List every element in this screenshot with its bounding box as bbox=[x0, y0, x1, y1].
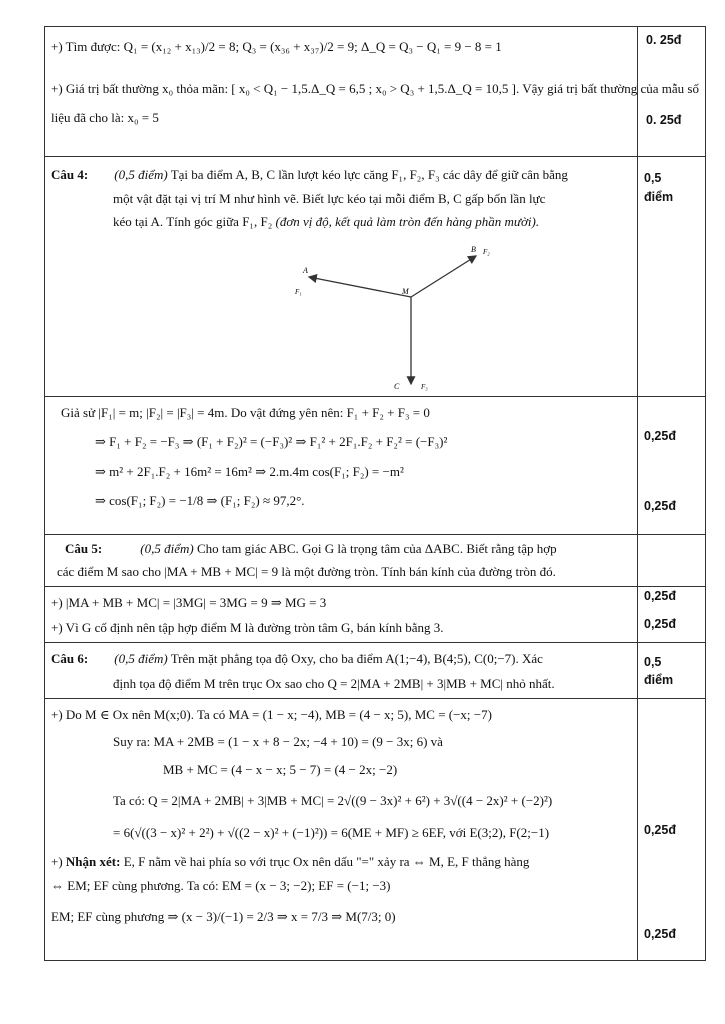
solution-line: +) Vì G cố định nên tập hợp điểm M là đường tròn tâm G, bán kính bằng 3. bbox=[51, 620, 444, 635]
points-label: 0,25đ bbox=[644, 616, 676, 631]
question-label: Câu 4: bbox=[51, 167, 89, 182]
vector-label-f1: F₁ bbox=[295, 287, 302, 296]
question-text: định tọa độ điểm M trên trục Ox sao cho Q = 2|MA + 2MB| + 3|MB + MC| nhỏ nhất. bbox=[113, 676, 555, 691]
question-points-note: (0,5 điểm) bbox=[140, 540, 194, 556]
row-solution-5 bbox=[45, 586, 706, 642]
question-label: Câu 5: bbox=[65, 540, 103, 556]
vector-label-f2: F₂ bbox=[483, 247, 490, 256]
row-question-6 bbox=[45, 642, 706, 698]
points-label: 0,25đ bbox=[644, 428, 676, 443]
row-question-5 bbox=[45, 534, 706, 586]
solution-line: = 6(√((3 − x)² + 2²) + √((2 − x)² + (−1)²)) = 6(ME + MF) ≥ 6EF, với E(3;2), F(2;−1) bbox=[113, 824, 550, 840]
row-solution-6 bbox=[45, 698, 706, 960]
points-label: 0,5 điểm bbox=[644, 654, 674, 688]
force-diagram bbox=[281, 242, 581, 392]
points-cell bbox=[638, 27, 706, 157]
point-label-m: M bbox=[402, 286, 409, 296]
points-label: 0,5 điểm bbox=[644, 171, 674, 204]
solution-line: Ta có: Q = 2|MA + 2MB| + 3|MB + MC| = 2√((9 − 3x)² + 6²) + 3√((4 − 2x)² + (−2)²) bbox=[113, 793, 553, 808]
point-label-b: B bbox=[471, 244, 476, 254]
points-cell bbox=[638, 396, 706, 534]
solution-line: ⇒ F₁ + F₂ = −F₃ ⇒ (F₁ + F₂)² = (−F₃)² ⇒ F₁² + 2F₁.F₂ + F₂² = (−F₃)² bbox=[95, 434, 448, 449]
question-points-note: (0,5 điểm) bbox=[114, 167, 168, 182]
points-cell bbox=[638, 157, 706, 397]
solution-cell bbox=[45, 586, 638, 642]
quartile-line: +) Tìm được: Q₁ = (x₁₂ + x₁₃)/2 = 8; Q₃ = (x₃₆ + x₃₇)/2 = 9; Δ_Q = Q₃ − Q₁ = 9 − 8 = 1 bbox=[51, 39, 502, 54]
question-text: Trên mặt phẳng tọa độ Oxy, cho ba điểm A(1;−4), B(4;5), C(0;−7). Xác bbox=[170, 650, 543, 666]
force-vector-f2 bbox=[411, 256, 476, 297]
row-quartiles bbox=[45, 27, 706, 157]
solution-line: +) |MA + MB + MC| = |3MG| = 3MG = 9 ⇒ MG = 3 bbox=[51, 594, 327, 610]
points-label: 0,25đ bbox=[644, 498, 676, 513]
question-text: một vật đặt tại vị trí M như hình vẽ. Biết lực kéo tại mỗi điểm B, C gấp bốn lần lực bbox=[113, 190, 546, 206]
question-cell bbox=[45, 157, 638, 397]
question-points-note: (0,5 điểm) bbox=[114, 650, 168, 666]
solution-cell bbox=[45, 698, 638, 960]
vector-label-f3: F₃ bbox=[421, 382, 428, 391]
point-label-c: C bbox=[394, 381, 400, 391]
solution-line: Suy ra: MA + 2MB = (1 − x + 8 − 2x; −4 + 10) = (9 − 3x; 6) và bbox=[113, 734, 443, 749]
solution-line: Giả sử |F₁| = m; |F₂| = |F₃| = 4m. Do vật đứng yên nên: F₁ + F₂ + F₃ = 0 bbox=[61, 404, 430, 420]
question-cell bbox=[45, 534, 638, 586]
points-cell bbox=[638, 586, 706, 642]
question-units-note: (đơn vị độ, kết quả làm tròn đến hàng phần mười). bbox=[275, 214, 540, 229]
force-vector-f1 bbox=[309, 277, 411, 297]
solution-line: ⇒ cos(F₁; F₂) = −1/8 ⇒ (F₁; F₂) ≈ 97,2°. bbox=[95, 493, 305, 508]
outlier-conclusion: liệu đã cho là: x₀ = 5 bbox=[51, 110, 159, 125]
question-cell bbox=[45, 642, 638, 698]
point-label-a: A bbox=[303, 265, 308, 275]
solution-prefix: +) bbox=[51, 854, 66, 869]
solution-line: +) Do M ∈ Ox nên M(x;0). Ta có MA = (1 − x; −4), MB = (4 − x; 5), MC = (−x; −7) bbox=[51, 706, 492, 722]
question-label: Câu 6: bbox=[51, 650, 89, 666]
answer-table bbox=[44, 26, 706, 961]
solution-line: EM; EF cùng phương ⇒ (x − 3)/(−1) = 2/3 ⇒ x = 7/3 ⇒ M(7/3; 0) bbox=[51, 909, 396, 924]
points-cell bbox=[638, 534, 706, 586]
points-label: 0,25đ bbox=[644, 926, 676, 941]
points-label: 0. 25đ bbox=[646, 113, 682, 127]
points-cell bbox=[638, 698, 706, 960]
outlier-line: +) Giá trị bất thường x₀ thỏa mãn: [ x₀ < Q₁ − 1,5.Δ_Q = 6,5 ; x₀ > Q₃ + 1,5.Δ_Q = 10,5 ]. Vậy giá trị bất thường của mẫu số bbox=[51, 80, 699, 96]
solution-text: E, F nằm về hai phía so với trục Ox nên dấu "=" xảy ra ⇔ M, E, F thẳng hàng bbox=[120, 854, 530, 869]
solution-cell bbox=[45, 396, 638, 534]
points-label: 0,25đ bbox=[644, 588, 676, 603]
remark-label: Nhận xét: bbox=[65, 854, 121, 869]
solution-line: ⇒ m² + 2F₁.F₂ + 16m² = 16m² ⇒ 2.m.4m cos(F₁; F₂) = −m² bbox=[95, 463, 404, 479]
points-label: 0. 25đ bbox=[646, 33, 682, 47]
row-solution-4 bbox=[45, 396, 706, 534]
points-label: 0,25đ bbox=[644, 822, 676, 837]
points-cell bbox=[638, 642, 706, 698]
row-question-4 bbox=[45, 157, 706, 397]
question-text: Cho tam giác ABC. Gọi G là trọng tâm của ΔABC. Biết rằng tập hợp bbox=[196, 540, 557, 556]
question-text: Tại ba điểm A, B, C lần lượt kéo lực căng F₁, F₂, F₃ các dây để giữ cân bằng bbox=[170, 167, 568, 182]
solution-line: MB + MC = (4 − x − x; 5 − 7) = (4 − 2x; −2) bbox=[163, 761, 398, 777]
solution-line: ⇔ EM; EF cùng phương. Ta có: EM = (x − 3; −2); EF = (−1; −3) bbox=[51, 877, 391, 893]
question-text: kéo tại A. Tính góc giữa F₁, F₂ bbox=[113, 214, 273, 229]
question-text: các điểm M sao cho |MA + MB + MC| = 9 là một đường tròn. Tính bán kính của đường tròn đó. bbox=[57, 564, 556, 579]
